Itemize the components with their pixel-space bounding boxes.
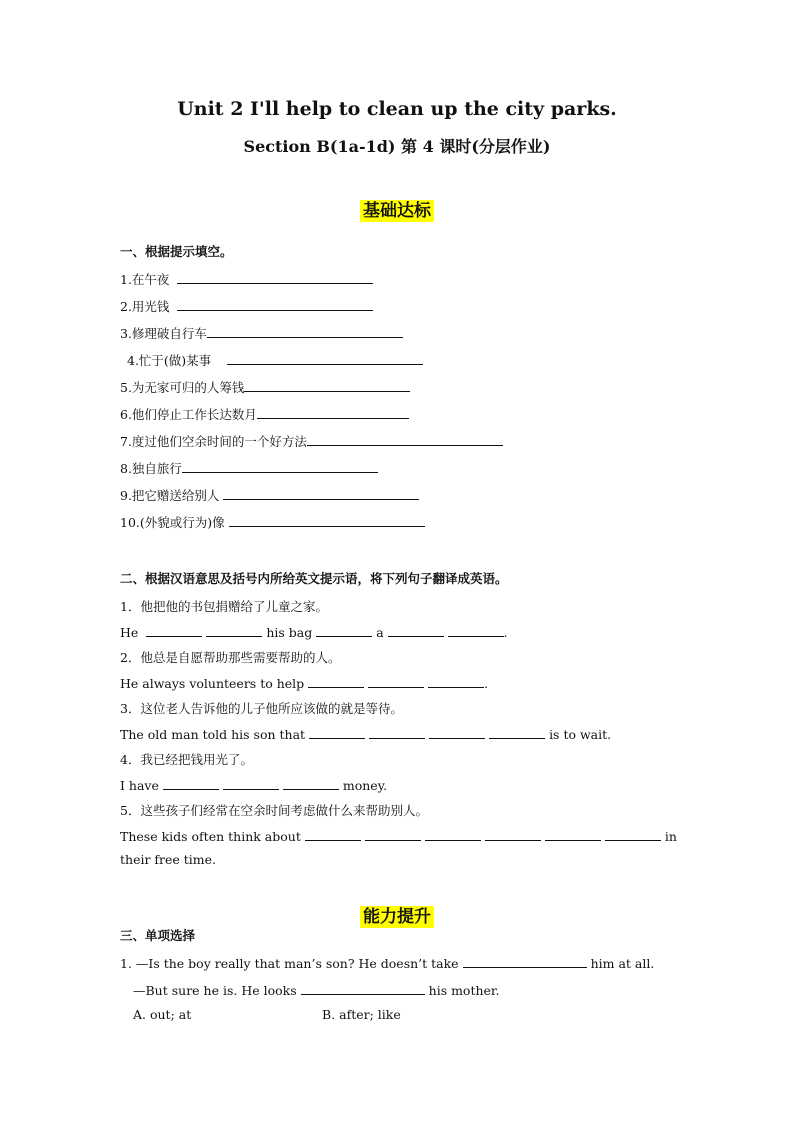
translation-line-continued: their free time. [120,852,217,867]
translation-line: These kids often think about in [120,829,677,844]
answer-blank[interactable] [301,981,425,995]
translation-line: The old man told his son that is to wait. [120,727,612,742]
translation-line: I have money. [120,778,388,793]
mcq-question-response: —But sure he is. He looks his mother. [133,983,500,998]
answer-blank[interactable] [223,776,279,790]
answer-blank[interactable] [182,459,378,473]
fill-item: 10.(外貌或行为)像 [120,513,425,531]
question-chinese: 5．这些孩子们经常在空余时间考虑做什么来帮助别人。 [120,803,428,818]
question-chinese: 2．他总是自愿帮助那些需要帮助的人。 [120,650,341,665]
mcq-question: 1. —Is the boy really that man’s son? He doesn’t take him at all. [120,956,655,971]
answer-blank[interactable] [425,827,481,841]
answer-blank[interactable] [283,776,339,790]
fill-item: 7.度过他们空余时间的一个好方法 [120,432,503,450]
part3-heading: 三、单项选择 [120,928,196,943]
mcq-option-a[interactable]: A. out; at [133,1007,192,1022]
ability-section-banner [0,902,794,927]
translation-line: He always volunteers to help . [120,676,489,691]
fill-item: 2.用光钱 [120,297,373,315]
question-chinese: 1．他把他的书包捐赠给了儿童之家。 [120,599,328,614]
answer-blank[interactable] [229,513,425,527]
fill-item: 9.把它赠送给别人 [120,486,419,504]
fill-item: 4.忙于(做)某事 [127,351,423,369]
answer-blank[interactable] [429,725,485,739]
fill-item: 5.为无家可归的人筹钱 [120,378,410,396]
answer-blank[interactable] [368,674,424,688]
part2-heading: 二、根据汉语意思及括号内所给英文提示语，将下列句子翻译成英语。 [120,571,508,586]
answer-blank[interactable] [545,827,601,841]
part1-heading: 一、根据提示填空。 [120,244,233,259]
answer-blank[interactable] [316,623,372,637]
answer-blank[interactable] [463,954,587,968]
answer-blank[interactable] [388,623,444,637]
basic-section-banner [0,196,794,221]
question-chinese: 4．我已经把钱用光了。 [120,752,253,767]
fill-item: 1.在午夜 [120,270,373,288]
answer-blank[interactable] [489,725,545,739]
ability-section-label: 能力提升 [360,906,434,928]
answer-blank[interactable] [227,351,423,365]
page-subtitle: Section B(1a-1d) 第 4 课时(分层作业) [243,137,551,156]
answer-blank[interactable] [307,432,503,446]
answer-blank[interactable] [163,776,219,790]
answer-blank[interactable] [305,827,361,841]
answer-blank[interactable] [369,725,425,739]
page-title: Unit 2 I'll help to clean up the city parks. [177,98,617,120]
answer-blank[interactable] [177,270,373,284]
mcq-option-b[interactable]: B. after; like [322,1007,401,1022]
question-chinese: 3．这位老人告诉他的儿子他所应该做的就是等待。 [120,701,403,716]
answer-blank[interactable] [308,674,364,688]
answer-blank[interactable] [309,725,365,739]
answer-blank[interactable] [428,674,484,688]
answer-blank[interactable] [223,486,419,500]
answer-blank[interactable] [485,827,541,841]
answer-blank[interactable] [365,827,421,841]
fill-item: 8.独自旅行 [120,459,378,477]
fill-item: 3.修理破自行车 [120,324,403,342]
answer-blank[interactable] [206,623,262,637]
answer-blank[interactable] [177,297,373,311]
answer-blank[interactable] [244,378,410,392]
basic-section-label: 基础达标 [360,200,434,222]
answer-blank[interactable] [605,827,661,841]
translation-line: He his bag a . [120,625,508,640]
answer-blank[interactable] [257,405,409,419]
fill-item: 6.他们停止工作长达数月 [120,405,409,423]
answer-blank[interactable] [146,623,202,637]
answer-blank[interactable] [207,324,403,338]
answer-blank[interactable] [448,623,504,637]
